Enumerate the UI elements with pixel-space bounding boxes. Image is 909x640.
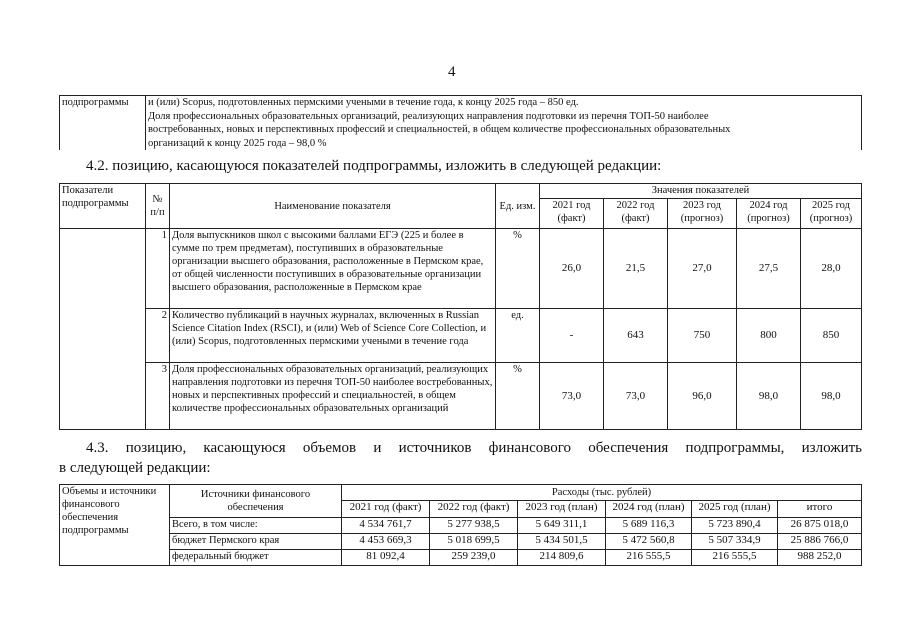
table-row	[60, 229, 862, 309]
row-name: Доля профессиональных образовательных организаций, реализующих направления подготовки из перечня ТОП-50 наиболее востребованных, новых и перспективных профессий и специальностей, в общем количестве профессиональных образовательных организаций	[170, 363, 496, 430]
row-value: 96,0	[668, 363, 737, 430]
blank-cell	[60, 229, 146, 430]
finance-table	[59, 484, 862, 566]
row-value: 73,0	[604, 363, 668, 430]
row-value: 5 507 334,9	[692, 534, 778, 550]
finance-label: Объемы и источники финансового обеспечения подпрограммы	[60, 485, 170, 566]
row-value: 98,0	[737, 363, 801, 430]
table-row	[60, 309, 862, 363]
header-expenses: Расходы (тыс. рублей)	[342, 485, 862, 501]
row-value: 5 723 890,4	[692, 518, 778, 534]
header-year: 2021 год (факт)	[540, 199, 604, 229]
header-name: Наименование показателя	[170, 184, 496, 229]
row-value: 4 534 761,7	[342, 518, 430, 534]
table-row	[60, 518, 862, 534]
header-year: 2025 год (прогноз)	[801, 199, 862, 229]
header-year: 2024 год (прогноз)	[737, 199, 801, 229]
row-value: 27,0	[668, 229, 737, 309]
text-line: Доля профессиональных образовательных организаций, реализующих направления подготовки из перечня ТОП-50 наиболее	[148, 110, 709, 122]
section-heading-4-2: 4.2. позицию, касающуюся показателей подпрограммы, изложить в следующей редакции:	[86, 158, 662, 174]
header-year: 2021 год (факт)	[342, 501, 430, 518]
header-year: 2023 год (прогноз)	[668, 199, 737, 229]
row-value: 5 649 311,1	[518, 518, 606, 534]
row-value: 5 277 938,5	[430, 518, 518, 534]
row-name: Количество публикаций в научных журналах, включенных в Russian Science Citation Index (RSCI), и (или) Web of Science Core Collection, и (или) Scopus, подготовленных пермскими учеными в течение года	[170, 309, 496, 363]
row-num: 1	[146, 229, 170, 309]
header-values: Значения показателей	[540, 184, 862, 199]
section-heading-4-3: 4.3. позицию, касающуюся объемов и источников финансового обеспечения подпрограммы, изложить	[86, 440, 862, 456]
row-name: Доля выпускников школ с высокими баллами ЕГЭ (225 и более в сумме по трем предметам), поступивших в образовательные организации высшего образования, расположенные в Пермском крае, от общей численности поступивших в образовательные организации высшего образования, расположенные в Пермском крае	[170, 229, 496, 309]
row-value: 73,0	[540, 363, 604, 430]
page-number: 4	[448, 64, 456, 80]
row-unit: %	[496, 229, 540, 309]
row-value: 25 886 766,0	[778, 534, 862, 550]
text-line: востребованных, новых и перспективных профессий и специальностей, в общем количестве профессиональных образовательных	[148, 124, 731, 135]
row-value: 26 875 018,0	[778, 518, 862, 534]
header-num: № п/п	[146, 184, 170, 229]
row-value: 81 092,4	[342, 550, 430, 566]
indicators-table	[59, 183, 862, 430]
table-row	[60, 363, 862, 430]
header-total: итого	[778, 501, 862, 518]
row-value: 27,5	[737, 229, 801, 309]
header-indicators: Показатели подпрограммы	[60, 184, 146, 229]
section-heading-4-3-continuation: в следующей редакции:	[59, 460, 211, 476]
row-value: 5 434 501,5	[518, 534, 606, 550]
header-year: 2022 год (факт)	[604, 199, 668, 229]
row-value: 5 018 699,5	[430, 534, 518, 550]
row-value: 988 252,0	[778, 550, 862, 566]
row-num: 3	[146, 363, 170, 430]
header-year: 2024 год (план)	[606, 501, 692, 518]
header-year: 2023 год (план)	[518, 501, 606, 518]
row-value: -	[540, 309, 604, 363]
row-unit: ед.	[496, 309, 540, 363]
header-unit: Ед. изм.	[496, 184, 540, 229]
row-label: подпрограммы	[60, 96, 146, 151]
row-value: 5 472 560,8	[606, 534, 692, 550]
text-line: организаций к концу 2025 года – 98,0 %	[148, 137, 327, 149]
row-value: 4 453 669,3	[342, 534, 430, 550]
table-row	[60, 550, 862, 566]
text-line: и (или) Scopus, подготовленных пермскими учеными в течение года, к концу 2025 года – 850 ед.	[148, 97, 579, 108]
row-value: 216 555,5	[606, 550, 692, 566]
row-value: 5 689 116,3	[606, 518, 692, 534]
row-source: Всего, в том числе:	[170, 518, 342, 534]
row-num: 2	[146, 309, 170, 363]
header-year: 2025 год (план)	[692, 501, 778, 518]
continued-indicators-table	[59, 95, 862, 150]
row-value: 800	[737, 309, 801, 363]
header-year: 2022 год (факт)	[430, 501, 518, 518]
row-value: 21,5	[604, 229, 668, 309]
row-value: 216 555,5	[692, 550, 778, 566]
table-row	[60, 534, 862, 550]
row-source: федеральный бюджет	[170, 550, 342, 566]
row-value: 750	[668, 309, 737, 363]
row-unit: %	[496, 363, 540, 430]
row-value: 643	[604, 309, 668, 363]
row-value: 26,0	[540, 229, 604, 309]
target-values-cell	[146, 96, 862, 151]
row-value: 214 809,6	[518, 550, 606, 566]
row-value: 98,0	[801, 363, 862, 430]
row-value: 259 239,0	[430, 550, 518, 566]
row-source: бюджет Пермского края	[170, 534, 342, 550]
row-value: 850	[801, 309, 862, 363]
header-sources: Источники финансового обеспечения	[170, 485, 342, 518]
row-value: 28,0	[801, 229, 862, 309]
